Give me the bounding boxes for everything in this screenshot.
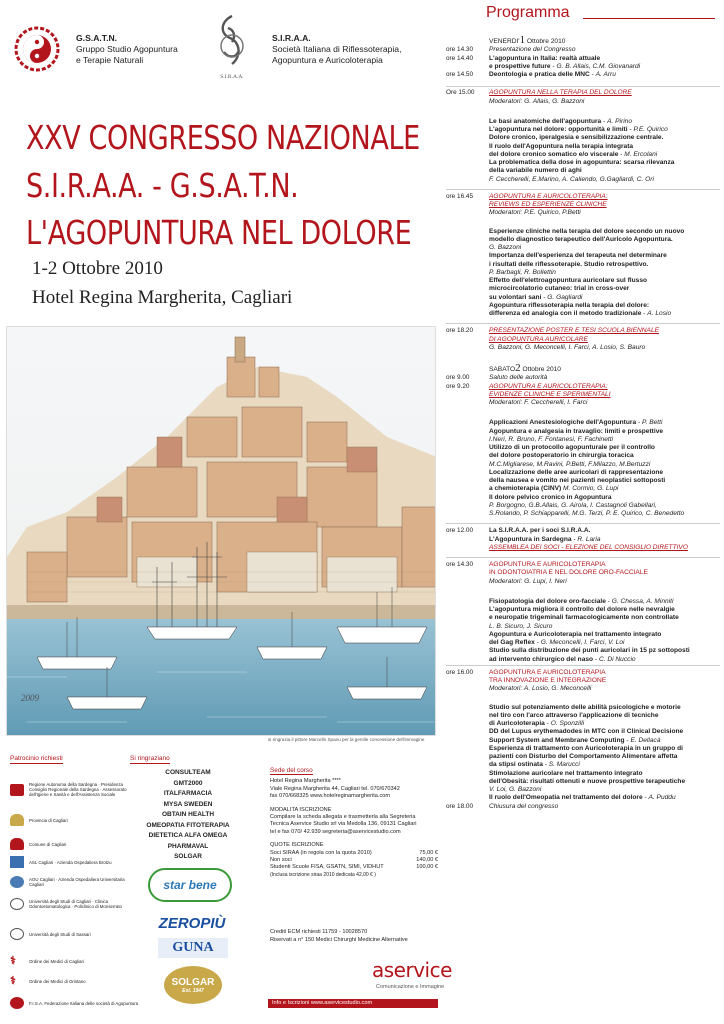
day-header-friday: VENERDI'1 Ottobre 2010 [489,34,566,46]
asl-logo-icon [10,856,24,868]
university-seal-icon [10,898,24,910]
list-item: ⚕ Ordine dei Medici di Oristano [10,975,86,987]
modalita-heading: MODALITA ISCRIZIONE [270,806,332,813]
congress-date: 1-2 Ottobre 2010 [32,258,163,279]
guna-logo: GUNA [158,938,228,958]
solgar-logo-text: SOLGAR [171,976,215,988]
painting-svg [7,327,436,736]
list-item: Regione Autonoma della Sardegna · Presidenza Consiglio Regionale della Sardegna · Assessorato dell'Igiene e Sanità e dell'Assistenza Sociale [10,782,129,797]
sponsor-item: OMEOPATIA FITOTERAPIA [146,821,230,829]
fisa-logo-icon [10,997,24,1009]
gsatn-text [76,33,178,66]
painting-credit: si ringrazia il pittore Marcello Spanu per la gentile concessione dell'immagine [268,737,425,742]
modalita-line: Compilare la scheda allegata e trasmetterla alla Segreteria [270,814,416,821]
painting-cagliari [6,326,436,736]
zeropiu-logo: ZEROPIÙ [158,914,226,932]
sponsor-item: PHARMAVAL [167,842,209,850]
programma-underline [583,18,715,19]
ecm-line: Riservati a n° 150 Medici Chirurghi Medicine Alternative [270,936,408,943]
title-line1: XXV CONGRESSO NAZIONALE [26,118,420,157]
sponsor-item: GMT2000 [173,779,203,787]
sede-heading: Sede del corso [270,767,313,774]
sponsor-item: DIETETICA ALFA OMEGA [148,832,228,839]
ringraziamo-heading: Si ringraziano [130,755,170,762]
quote-heading: QUOTE ISCRIZIONE [270,842,324,849]
sponsor-item: MYSA SWEDEN [163,800,213,808]
list-item: Comune di Cagliari [10,838,129,850]
sponsor-list [130,768,246,863]
patrocinio-heading: Patrocinio richiesti [10,755,63,762]
title-line2: S.I.R.A.A. - G.S.A.T.N. [26,166,299,205]
gsatn-line2: e Terapie Naturali [76,55,144,65]
aservice-tagline: Comunicazione e Immagine [376,984,445,990]
fee-row: Non soci 140,00 € [270,857,438,864]
sponsor-item: SOLGAR [174,853,202,860]
siraa-logo [206,12,258,82]
sede-section [270,767,438,944]
title-line3: L'AGOPUNTURA NEL DOLORE [26,213,412,252]
modalita-line: Tecnica Aservice Studio srl via Medolla 136, 09131 Cagliari [270,821,417,828]
siraa-line2: Agopuntura e Auricoloterapia [272,55,383,65]
day-header-saturday: SABATO2 Ottobre 2010 [489,362,561,374]
coat-of-arms-icon [10,814,24,826]
hotel-line: fax 070/668325 www.hotelreginamargherita.com [270,793,391,800]
coat-of-arms-icon [10,838,24,850]
medical-order-icon: ⚕ [10,975,16,987]
programma-title: Programma [486,4,570,21]
list-item: ⚕ Ordine dei Medici di Cagliari [10,955,84,967]
solgar-since: Est. 1947 [182,987,204,994]
list-item: Università degli Studi di Cagliari · Clinica Odontostomatologica · Policlinico di Monserrato [10,898,129,910]
painting-signature: 2009 [21,693,39,703]
fee-row: Soci SIRAA (in regola con la quota 2010) 75,00 € [270,849,438,856]
sponsor-item: OBTAIN HEALTH [161,811,215,818]
programma-friday: VENERDI'1 Ottobre 2010 ore 14.30 Presentazione del Congresso ore 14.40 L'agopuntura in Italia: realtà attuale e prospettive future - G. B. Allais, C.M. Giovanardi ore 14.50 Deontologia e pratica delle MNC - A. Arru Ore 15.00 AGOPUNTURA NELLA TERAPIA DEL DOLORE Moderatori: G. Allais, G. Bazzoni Le basi anatomiche dell'agopuntura - A. Pirino L'agopuntura nel dolore: opportunità e limiti - P.E. Quirico Dolore cronico, iperalgesia e sensibilizzazione centrale. Il ruolo dell'Agopuntura nella terapia integrata del dolore cronico somatico e/o viscerale - M. Ercolani La problematica della dose in agopuntura: scarsa rilevanza della variabile numero di aghi F. Ceccherelli, E.Marino, A. Caliendo, G.Gagliardi, C. Ori ore 16.45 AGOPUNTURA E AURICOLOTERAPIA: REVIEWS ED ESPERIENZE CLINICHE Moderatori: P.E. Quirico, P.Betti Esperienze cliniche nella terapia del dolore secondo un nuovo modello diagnostico terapeutico dell'Auricolo Agopuntura. G. Bazzoni Importanza dell'esperienza del terapeuta nel determinare i risultati delle riflessoterapie. Studio retrospettivo. P. Barbagli, R. Bollettin Effetto dell'elettroagopuntura auricolare sul flusso microcircolatorio cutaneo: trial in cross-over su volontari sani - G. Gagliardi Agopuntura riflessoterapia nella terapia del dolore: differenza ed analogia con il metodo tradizionale - A. Losio ore 18.20 PRESENTAZIONE POSTER E TESI SCUOLA BIENNALE DI AGOPUNTURA AURICOLARE G. Bazzoni, G. Meconcelli, I. Farci, A. Losio, S. Bauro SABATO2 Ottobre 2010 ore 9.00 Saluto delle autorità ore 9.20 AGOPUNTURA E AURICOLOTERAPIA: EVIDENZE CLINICHE E SPERIMENTALI Moderatori: F. Ceccherelli, I. Farci Applicazioni Anestesiologiche dell'Agopuntura - P. Betti Agopuntura e analgesia in travaglio: limiti e prospettive I.Neri, R. Bruno, F. Fontanesi, F. Fachinetti Utilizzo di un protocollo agopunturale per il controllo del dolore postoperatorio in chirurgia toracica M.C.Migliarese, M.Ravini, P.Betti, F.Milazzo, M.Bertuzzi Localizzazione delle aree auricolari di rappresentazione della nausea e vomito nei pazienti neoplastici sottoposti a chemioterapia (CINV) M. Cormio, G. Lupi Il dolore pelvico cronico in Agopuntura P. Borgogno, G.B.Allais, G. Airola, I. Castagnoli Gabellari, S.Rolando, P. Schiapparelli, M.G. Terzi, P. E. Quirico, C. Benedetto ore 12.00 La S.I.R.A.A. per i soci S.I.R.A.A. L'Agopuntura in Sardegna - R. Laria ASSEMBLEA DEI SOCI - ELEZIONE DEL CONSIGLIO DIRETTIVO ore 14.30 AGOPUNTURA E AURICOLOTERAPIA IN ODONTOIATRIA E NEL DOLORE ORO-FACCIALE Moderatori: G. Lupi, I. Neri Fisiopatologia del dolore oro-facciale - G. Chessa, A. Minniti L'agopuntura migliora il controllo del dolore nelle nevralgie e neuropatie trigeminali farmacologicamente non controllate L. B. Sicuro, J. Sicuro Agopuntura e Auricoloterapia nel trattamento integrato del Gag Reflex - G. Meconcelli, I. Farci, V. Loi Studio sulla distribuzione dei punti auricolari in 15 pz sottoposti ad intervento chirurgico del naso - C. Di Nuccio ore 16.00 AGOPUNTURA E AURICOLOTERAPIA TRA INNOVAZIONE E INTEGRAZIONE Moderatori: A. Losio, G. Meconcelli Studio sul potenziamento delle abilità psicologiche e motorie nel tiro con l'arco attraverso l'applicazione di tecniche di Auricoloterapia - O. Sponzilli DD del Lupus erythemadodes in MTC con il Clinical Decisione Support System and Membrane Computing - E. Dellacà Esperienza di trattamento con Auricoloterapia in un gruppo di pazienti con Disturbo del Comportamento Alimentare affetta da stipsi ostinata - S. Marucci Stimolazione auricolare nel trattamento integrato dell'Obesità: risultati ottenuti e nuove prospettive terapeutiche V. Loi, G. Bazzoni Il ruolo dell'Omeopatia nel trattamento del dolore - A. Puddu ore 18.00 Chiusura del congresso [446,36,720,811]
list-item: Università degli Studi di Sassari [10,928,129,940]
gsatn-line1: Gruppo Studio Agopuntura [76,44,178,54]
coat-of-arms-icon [10,784,24,796]
list-item: Provincia di Cagliari [10,814,129,826]
siraa-line1: Società Italiana di Riflessoterapia, [272,44,402,54]
siraa-text [272,33,401,66]
aou-logo-icon [10,876,24,888]
aservice-logo: aservice [372,958,452,982]
list-item: ASL Cagliari · Azienda Ospedaliera Brotzu [10,856,129,868]
solgar-logo [164,966,222,1004]
fee-row: Studenti Scuole FISA, GSATN, SIMI, VIDHUT 100,00 € [270,864,438,871]
list-item: F.I.S.A. Federazione Italiana delle società di Agopuntura [10,997,179,1009]
ecm-line: Crediti ECM richiesti 11759 - 10028570 [270,929,368,936]
university-seal-icon [10,928,24,940]
siraa-abbr: S.I.R.A.A. [272,33,311,43]
fee-note: (Inclusa iscrizione sirаа 2010 dedicata 42,00 € ) [270,871,376,878]
hotel-line: Viale Regina Margherita 44, Cagliari tel. 070/670342 [270,785,400,792]
siraa-logo-text: S.I.R.A.A. [220,74,244,80]
congress-venue: Hotel Regina Margherita, Cagliari [32,287,293,308]
list-item: AOU Cagliari · Azienda Ospedaliera Universitaria Cagliari [10,876,129,888]
sponsor-item: CONSULTEAM [165,769,211,776]
gsatn-logo [14,26,60,72]
sponsor-item: ITALFARMACIA [163,790,213,797]
starbene-logo: star bene [148,868,232,902]
gsatn-abbr: G.S.A.T.N. [76,33,118,43]
footer-url: Info e Iscrizioni www.aservicestudio.com [272,1000,373,1006]
hotel-line: Hotel Regina Margherita **** [270,778,341,785]
medical-order-icon: ⚕ [10,955,16,967]
modalita-line: tel e fax 070/ 42.939 segreteria@aservicestudio.com [270,828,401,835]
